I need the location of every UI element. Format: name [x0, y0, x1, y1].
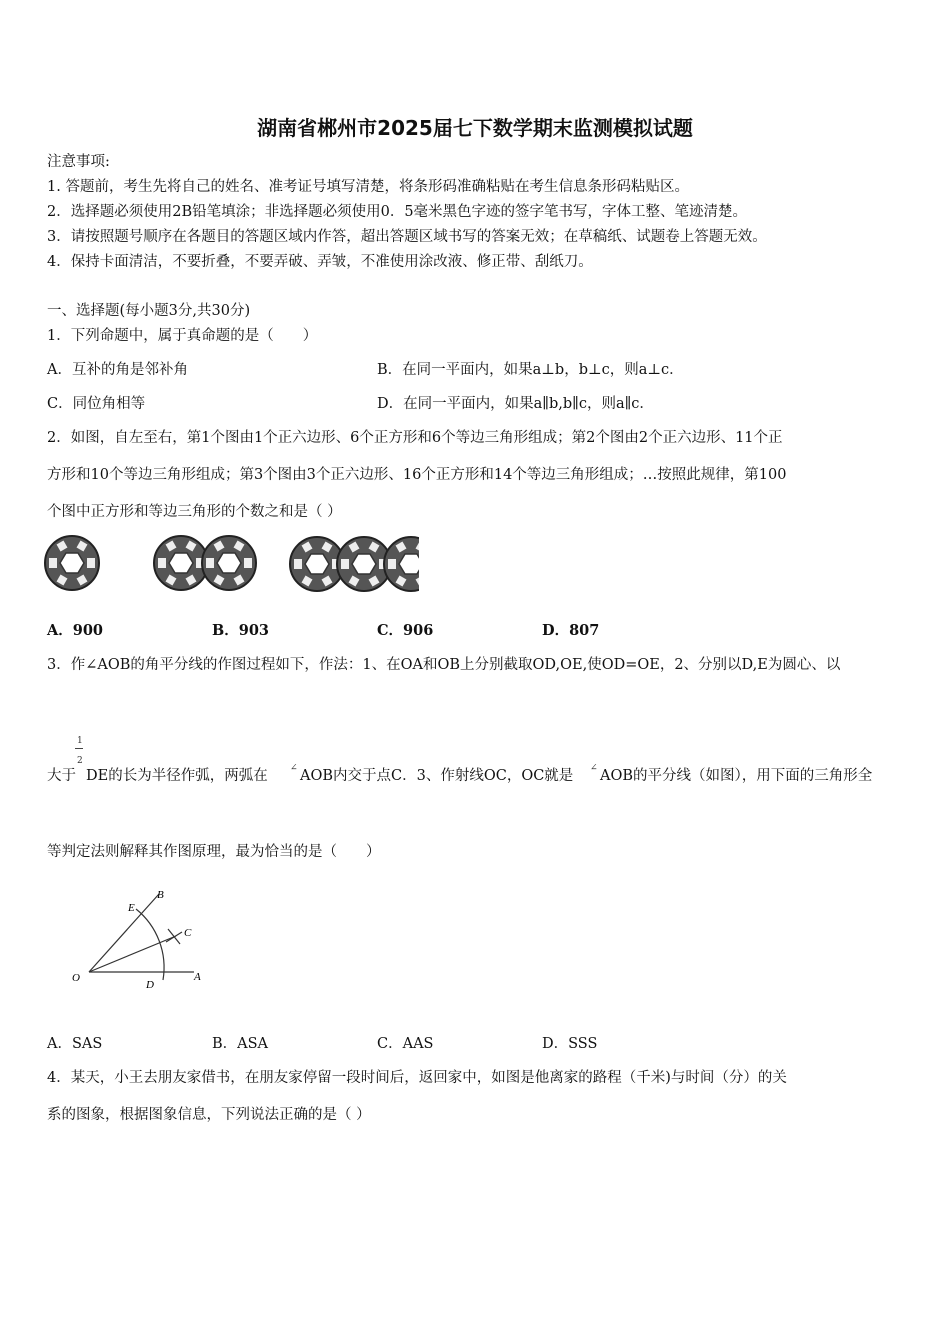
q3-option-d: D．SSS: [542, 1036, 598, 1052]
q4-stem-line1: 4．某天，小王去朋友家借书，在朋友家停留一段时间后，返回家中，如图是他离家的路程（千米)与时间（分）的关: [47, 1070, 787, 1086]
q3-text-de: DE的长为半径作弧，两弧在: [86, 768, 268, 784]
q2-stem-line3: 个图中正方形和等边三角形的个数之和是（ ）: [47, 504, 342, 520]
label-a: A: [194, 971, 201, 983]
pattern-1: [45, 536, 99, 590]
notice-item-3: 3．请按照题号顺序在各题目的答题区域内作答，超出答题区域书写的答案无效；在草稿纸、试题卷上答题无效。: [47, 229, 767, 245]
arc-de: [136, 909, 164, 980]
q2-stem-line2: 方形和10个等边三角形组成；第3个图由3个正六边形、16个正方形和14个等边三角形组成；…按照此规律，第100: [47, 467, 787, 483]
q1-option-a: A．互补的角是邻补角: [47, 362, 188, 378]
q1-option-d: D．在同一平面内，如果a∥b,b∥c，则a∥c．: [377, 396, 654, 412]
q1-stem: 1．下列命题中，属于真命题的是（ ）: [47, 328, 318, 344]
q3-text-bisector: AOB的平分线（如图），用下面的三角形全: [600, 768, 873, 784]
arc-mark-2: [166, 932, 182, 942]
q1-option-b: B．在同一平面内，如果a⊥b，b⊥c，则a⊥c．: [377, 362, 684, 378]
label-e: E: [128, 902, 135, 914]
angle-symbol-1: ∠: [290, 763, 298, 773]
q2-option-b: B．903: [212, 622, 270, 639]
notice-item-2: 2．选择题必须使用2B铅笔填涂；非选择题必须使用0．5毫米黑色字迹的签字笔书写，字体工整、笔迹清楚。: [47, 204, 748, 220]
q4-stem-line2: 系的图象，根据图象信息，下列说法正确的是（ ）: [47, 1107, 371, 1123]
notice-item-4: 4．保持卡面清洁，不要折叠，不要弄破、弄皱，不准使用涂改液、修正带、刮纸刀。: [47, 254, 593, 270]
q3-option-a: A．SAS: [47, 1036, 103, 1052]
q2-option-d: D．807: [542, 622, 600, 639]
label-o: O: [72, 972, 80, 984]
fraction-numerator: 1: [77, 736, 83, 746]
q3-text-intersect: AOB内交于点C．3、作射线OC，OC就是: [300, 768, 574, 784]
pattern-3: [290, 537, 419, 591]
q3-text-gt: 大于: [47, 768, 76, 784]
q1-option-c: C．同位角相等: [47, 396, 146, 412]
q2-option-c: C．906: [377, 622, 434, 639]
label-c: C: [184, 927, 192, 939]
notice-heading: 注意事项:: [47, 154, 110, 170]
ray-ob: [89, 894, 159, 972]
q2-stem-line1: 2．如图，自左至右，第1个图由1个正六边形、6个正方形和6个等边三角形组成；第2个图由2个正六边形、11个正: [47, 430, 783, 446]
q3-stem-line3: 等判定法则解释其作图原理，最为恰当的是（ ）: [47, 844, 381, 860]
pattern-2: [154, 536, 256, 590]
label-d: D: [146, 979, 154, 991]
angle-symbol-2: ∠: [590, 763, 598, 773]
fraction-bar: [75, 748, 83, 749]
fraction-denominator: 2: [77, 756, 83, 766]
page-title: 湖南省郴州市2025届七下数学期末监测模拟试题: [257, 116, 693, 140]
hexagon-pattern-figure: [44, 532, 419, 596]
q3-option-c: C．AAS: [377, 1036, 434, 1052]
q3-stem-line1: 3．作∠AOB的角平分线的作图过程如下，作法：1、在OA和OB上分别截取OD,OE,使OD=OE，2、分别以D,E为圆心、以: [47, 657, 841, 673]
angle-bisector-figure: [64, 884, 214, 994]
notice-item-1: 1. 答题前，考生先将自己的姓名、准考证号填写清楚，将条形码准确粘贴在考生信息条形码粘贴区。: [47, 179, 689, 195]
q2-option-a: A．900: [47, 622, 104, 639]
q3-option-b: B．ASA: [212, 1036, 269, 1052]
label-b: B: [157, 889, 164, 901]
section-heading: 一、选择题(每小题3分,共30分): [47, 303, 251, 319]
